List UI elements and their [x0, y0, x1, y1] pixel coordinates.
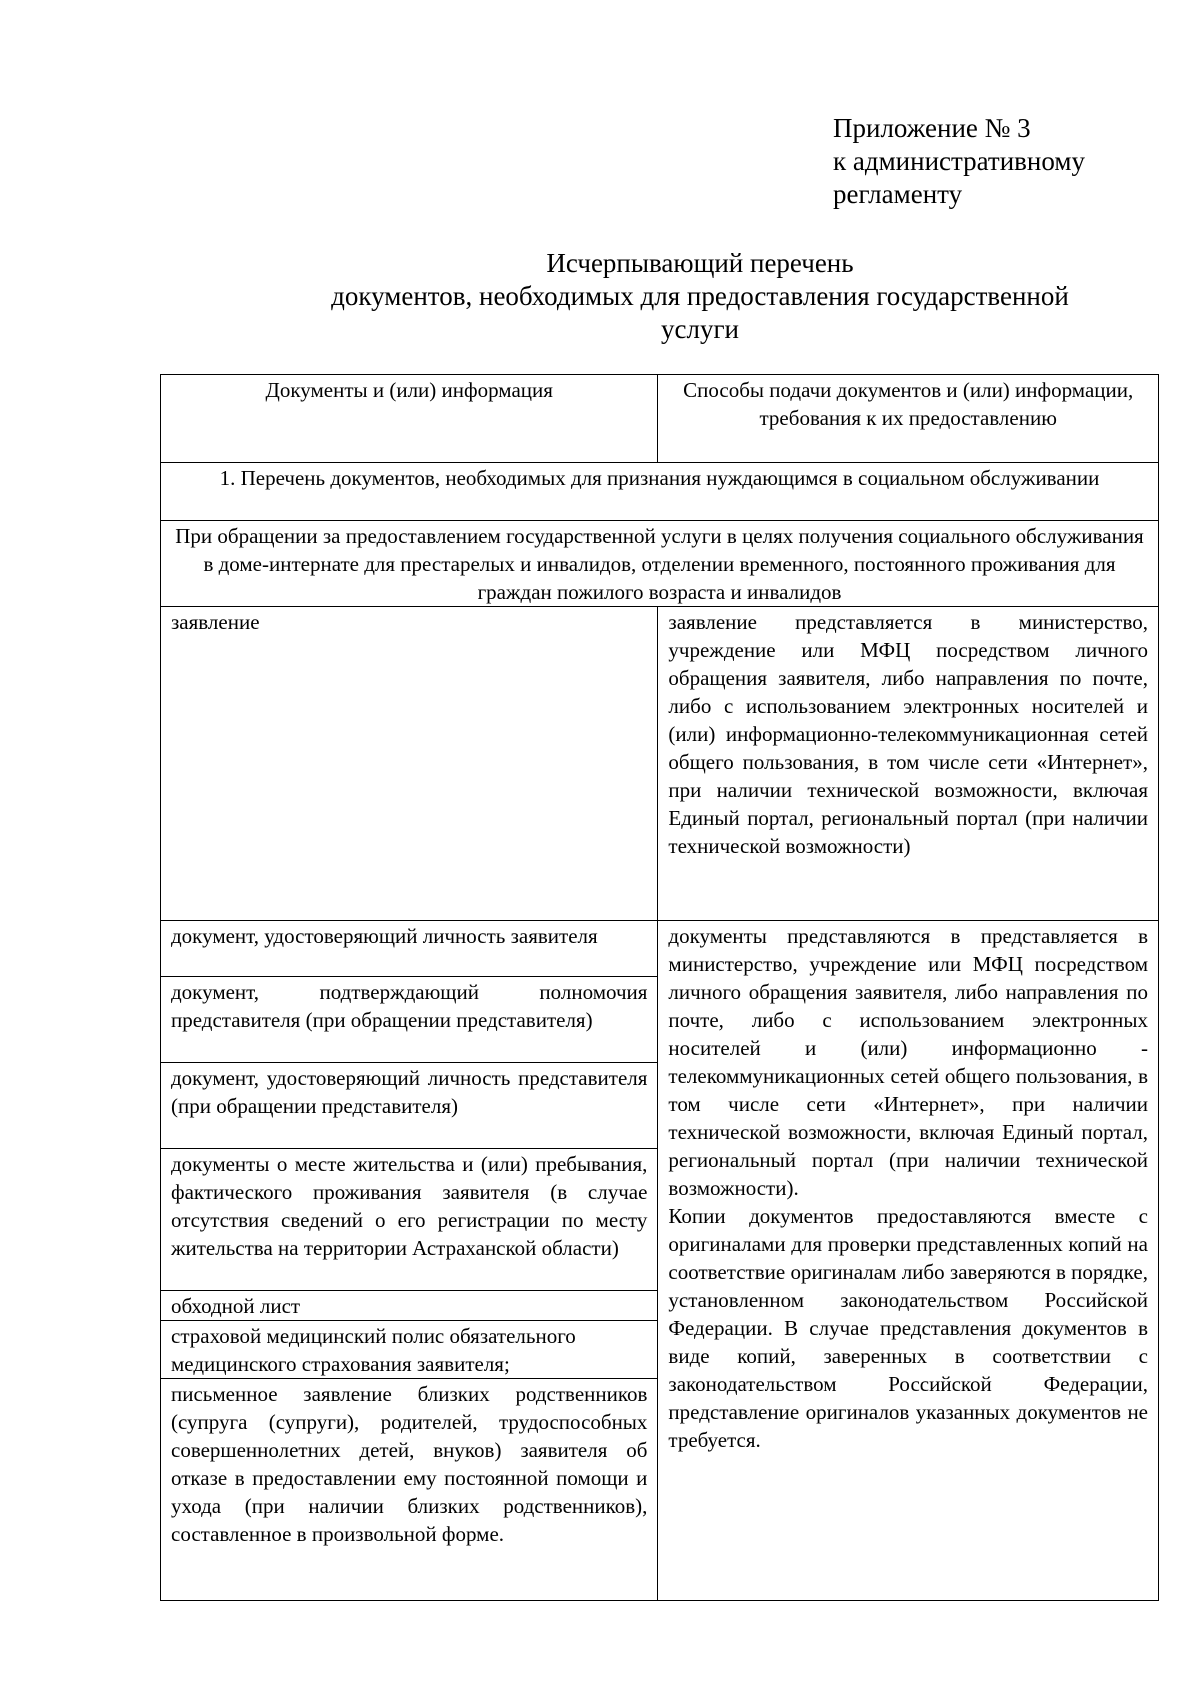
method-application: заявление представляется в министерство, учреждение или МФЦ посредством личного обращения заявителя, либо направления по почте, либо с использованием электронных носителей и (или) информационно-телекоммуникационная сетей общего пользования, в том числе сети «Интернет», при наличии технической возможности, включая Единый портал, региональный портал (при наличии технической возможности)	[658, 607, 1159, 921]
title-line3: услуги	[661, 314, 739, 344]
document-title	[290, 247, 1110, 346]
col1-header: Документы и (или) информация	[161, 375, 658, 463]
doc-representative-id: документ, удостоверяющий личность представителя (при обращении представителя)	[161, 1063, 658, 1149]
group-method-p2: Копии документов предоставляются вместе с оригиналами для проверки представленных копий на соответствие оригиналам либо заверяются в порядке, установленном законодательством Российской Федерации. В случае представления документов в виде копий, заверенных в соответствии с законодательством Российской Федерации, представление оригиналов указанных документов не требуется.	[668, 1204, 1148, 1452]
appendix-header	[833, 112, 1085, 211]
doc-application: заявление	[161, 607, 658, 921]
appendix-line2: к административному	[833, 146, 1085, 176]
appendix-number: Приложение № 3	[833, 113, 1031, 143]
group-method-p1: документы представляются в представляется в министерство, учреждение или МФЦ посредством личного обращения заявителя, либо направления по почте, либо с использованием электронных носителей и (или) информационно - телекоммуникационных сетей общего пользования, в том числе сети «Интернет», при наличии технической возможности, включая Единый портал, региональный портал (при наличии технической возможности).	[668, 924, 1148, 1200]
section1-title: 1. Перечень документов, необходимых для признания нуждающимся в социальном обслуживании	[161, 463, 1159, 521]
table-row	[161, 607, 1159, 921]
doc-bypass-sheet: обходной лист	[161, 1291, 658, 1321]
title-line2: документов, необходимых для предоставления государственной	[331, 281, 1069, 311]
appendix-line3: регламенту	[833, 179, 963, 209]
col2-header: Способы подачи документов и (или) информации, требования к их предоставлению	[658, 375, 1159, 463]
title-line1: Исчерпывающий перечень	[546, 248, 854, 278]
section2-title: При обращении за предоставлением государственной услуги в целях получения социального обслуживания в доме-интернате для престарелых и инвалидов, отделении временного, постоянного проживания для граждан пожилого возраста и инвалидов	[161, 521, 1159, 607]
doc-representative-authority: документ, подтверждающий полномочия представителя (при обращении представителя)	[161, 977, 658, 1063]
table-header-row	[161, 375, 1159, 463]
section-row-1	[161, 463, 1159, 521]
doc-residence: документы о месте жительства и (или) пребывания, фактического проживания заявителя (в случае отсутствия сведений о его регистрации по месту жительства на территории Астраханской области)	[161, 1149, 658, 1291]
group-method-cell	[658, 921, 1159, 1601]
section-row-2	[161, 521, 1159, 607]
table-row	[161, 921, 1159, 977]
doc-relatives-statement: письменное заявление близких родственников (супруга (супруги), родителей, трудоспособных совершеннолетних детей, внуков) заявителя об отказе в предоставлении ему постоянной помощи и ухода (при наличии близких родственников), составленное в произвольной форме.	[161, 1379, 658, 1601]
documents-table	[160, 374, 1159, 1601]
doc-medical-policy: страховой медицинский полис обязательного медицинского страхования заявителя;	[161, 1321, 658, 1379]
doc-applicant-id: документ, удостоверяющий личность заявителя	[161, 921, 658, 977]
